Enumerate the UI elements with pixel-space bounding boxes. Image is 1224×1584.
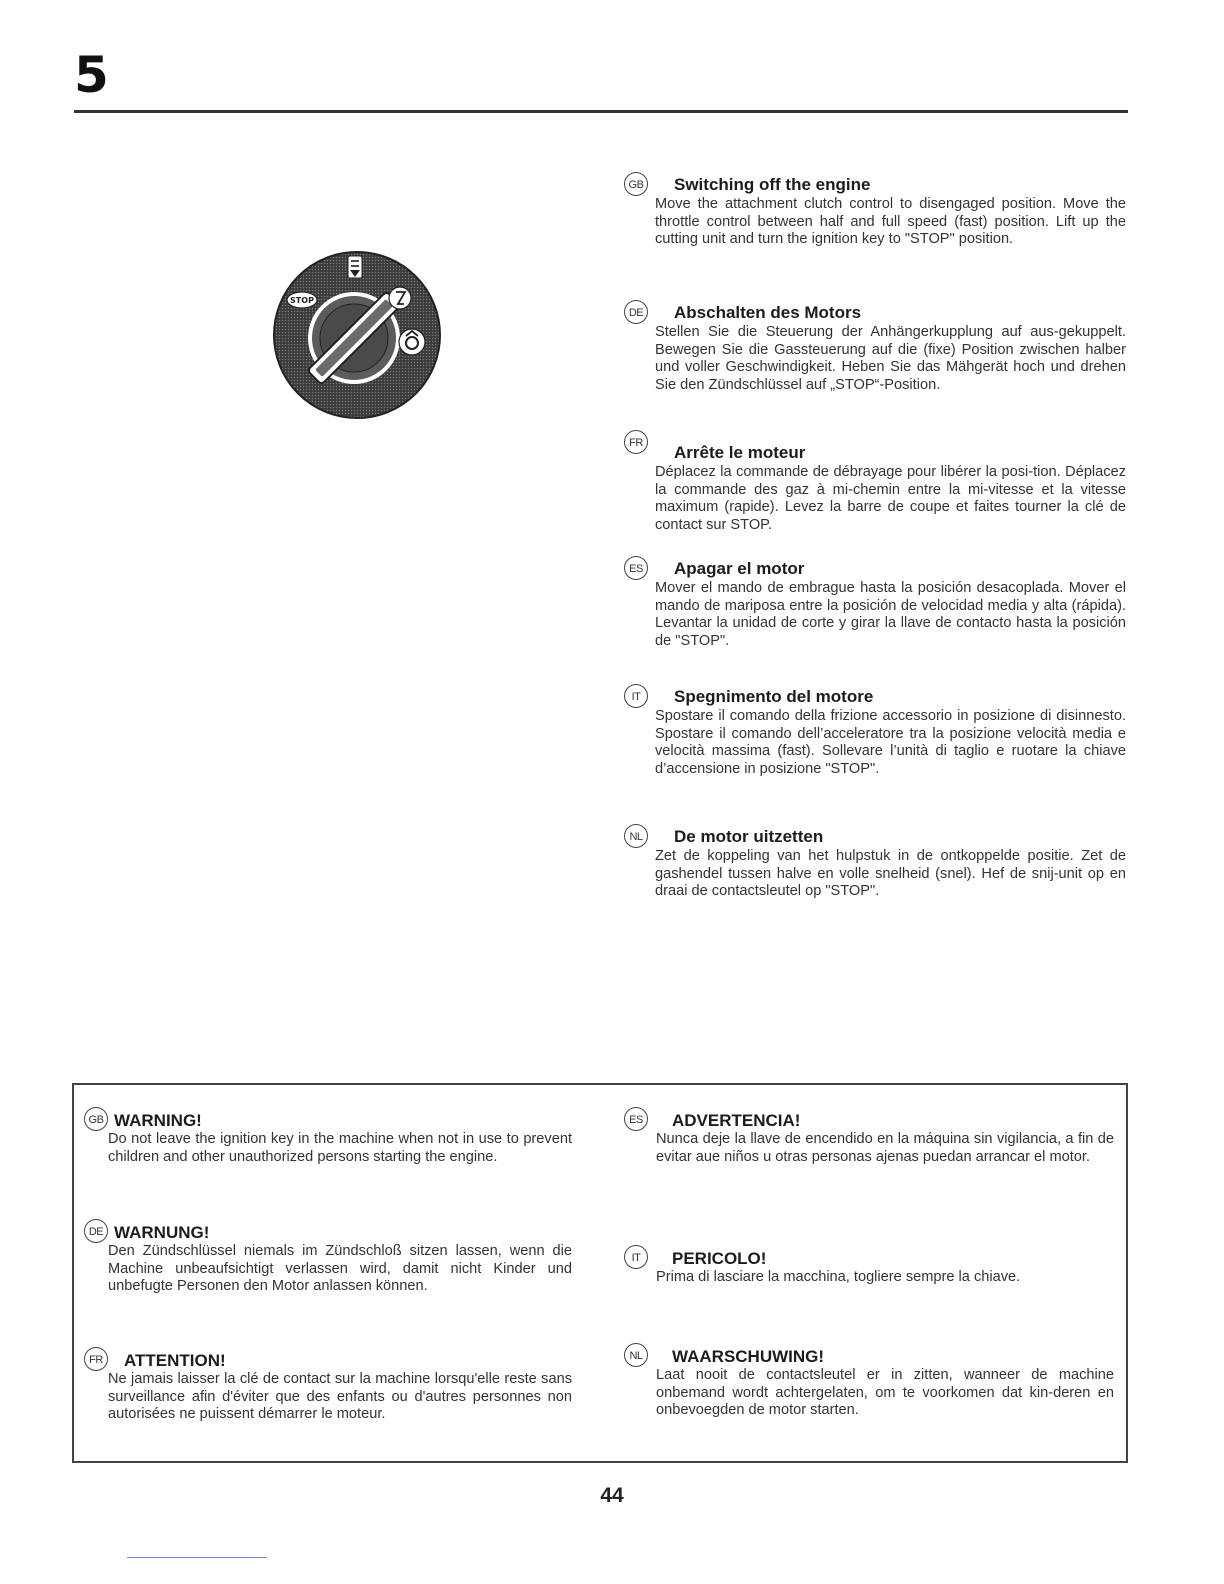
- start-symbol-icon: [399, 329, 425, 355]
- section-gb: [624, 172, 1126, 300]
- section-title: Spegnimento del motore: [674, 687, 874, 706]
- section-es: [624, 556, 1126, 684]
- section-text: Zet de koppeling van het hulpstuk in de ontkoppelde positie. Zet de gashendel tussen halve en volle snelheid (snel). Hef de snij-unit op en draai de contactsleutel op "STOP".: [655, 848, 1126, 900]
- warning-es: [624, 1107, 1114, 1166]
- section-fr: [624, 430, 1126, 556]
- section-text: Mover el mando de embrague hasta la posición desacoplada. Mover el mando de mariposa entre la posición de velocidad media y alta (rápida). Levantar la unidad de corte y girar la llave de contacto hasta la posición de "STOP".: [655, 580, 1126, 649]
- lang-it-icon: IT: [624, 1245, 648, 1269]
- footer-link-underline: [127, 1557, 267, 1558]
- section-nl: [624, 824, 1126, 914]
- lang-es-icon: ES: [624, 1107, 648, 1131]
- warning-title: ADVERTENCIA!: [672, 1111, 801, 1130]
- lang-gb-icon: GB: [624, 172, 648, 196]
- warning-nl: [624, 1343, 1114, 1420]
- lang-es-icon: ES: [624, 556, 648, 580]
- lang-nl-icon: NL: [624, 1343, 648, 1367]
- section-title: De motor uitzetten: [674, 827, 824, 846]
- section-text: Déplacez la commande de débrayage pour libérer la posi-tion. Déplacez la commande des gaz à mi-chemin entre la mi-vitesse et la vitesse maximum (rapide). Levez la barre de coupe et faites tourner la clé de contact sur STOP.: [655, 464, 1126, 533]
- lang-nl-icon: NL: [624, 824, 648, 848]
- warning-fr: [84, 1347, 572, 1424]
- lang-it-icon: IT: [624, 684, 648, 708]
- lang-fr-icon: FR: [624, 430, 648, 454]
- section-title: Apagar el motor: [674, 559, 805, 578]
- section-title: Arrête le moteur: [674, 443, 806, 462]
- lang-de-icon: DE: [624, 300, 648, 324]
- warning-title: WARNUNG!: [114, 1223, 210, 1242]
- warning-title: WARNING!: [114, 1111, 202, 1130]
- section-text: Spostare il comando della frizione accessorio in posizione di disinnesto. Spostare il comando dell’acceleratore tra la posizione velocità media e velocità massima (fast). Sollevare l’unità di taglio e ruotare la chiave d’accensione in posizione "STOP".: [655, 708, 1126, 777]
- light-symbol-icon: [389, 287, 411, 309]
- warning-text: Prima di lasciare la macchina, togliere sempre la chiave.: [656, 1269, 1021, 1285]
- warning-text: Do not leave the ignition key in the machine when not in use to prevent children and other unauthorized persons starting the engine.: [108, 1131, 572, 1165]
- lang-de-icon: DE: [84, 1219, 108, 1243]
- instruction-sections: [624, 172, 1126, 914]
- ignition-switch-figure: [272, 250, 442, 420]
- warning-gb: [84, 1107, 572, 1166]
- warning-de: [84, 1219, 572, 1296]
- section-de: [624, 300, 1126, 430]
- warning-it: [624, 1245, 1114, 1287]
- section-text: Stellen Sie die Steuerung der Anhängerkupplung auf aus-gekuppelt. Bewegen Sie die Gassteuerung auf die (fixe) Position zwischen halber und voller Geschwindigkeit. Heben Sie das Mähgerät hoch und drehen Sie den Zündschlüssel auf „STOP“-Position.: [655, 324, 1126, 393]
- lang-gb-icon: GB: [84, 1107, 108, 1131]
- warning-text: Den Zündschlüssel niemals im Zündschloß sitzen lassen, wenn die Machine unbeaufsichtigt verlassen wird, damit nicht Kinder und unbefugte Personen den Motor anlassen können.: [108, 1243, 572, 1295]
- section-title: Switching off the engine: [674, 175, 871, 194]
- warning-box: [72, 1083, 1128, 1463]
- header-rule: [74, 110, 1128, 113]
- stop-label: STOP: [290, 296, 314, 305]
- warning-title: WAARSCHUWING!: [672, 1347, 825, 1366]
- section-title: Abschalten des Motors: [674, 303, 862, 322]
- section-text: Move the attachment clutch control to disengaged position. Move the throttle control between half and full speed (fast) position. Lift up the cutting unit and turn the ignition key to "STOP" position.: [655, 196, 1126, 248]
- lang-fr-icon: FR: [84, 1347, 108, 1371]
- section-it: [624, 684, 1126, 824]
- page-number: 44: [600, 1484, 624, 1507]
- warning-text: Nunca deje la llave de encendido en la máquina sin vigilancia, a fin de evitar aue niños u otras personas ajenas puedan arrancar el motor.: [656, 1131, 1114, 1165]
- warning-text: Laat nooit de contactsleutel er in zitten, wanneer de machine onbemand wordt achtergelaten, om te voorkomen dat kin-deren en onbevoegden de motor starten.: [656, 1367, 1114, 1419]
- warning-title: ATTENTION!: [124, 1351, 226, 1370]
- stop-label-icon: [287, 292, 317, 308]
- chapter-number: 5: [74, 46, 109, 104]
- warning-text: Ne jamais laisser la clé de contact sur la machine lorsqu'elle reste sans surveillance afin d'éviter que des enfants ou d'autres personnes non autorisées ne puissent démarrer le moteur.: [108, 1371, 572, 1423]
- cutting-symbol-icon: [348, 256, 362, 278]
- warning-title: PERICOLO!: [672, 1249, 767, 1268]
